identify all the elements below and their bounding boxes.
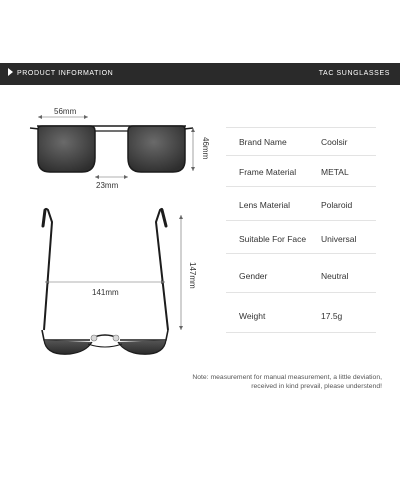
temple-length-label: 147mm: [188, 262, 197, 289]
note-line-1: Note: measurement for manual measurement, a little deviation,: [192, 374, 382, 381]
spec-label-gender: Gender: [239, 271, 268, 281]
spec-value-face: Universal: [321, 234, 357, 244]
top-view-diagram: [0, 0, 230, 400]
note-line-2: received in kind prevail, please understend!: [251, 382, 382, 390]
left-temple-tip: [43, 210, 45, 226]
frame-left-hinge: [42, 330, 90, 340]
spec-divider: [226, 127, 376, 128]
spec-value-brand: Coolsir: [321, 137, 348, 147]
spec-label-brand: Brand Name: [239, 137, 287, 147]
spec-value-frame-material: METAL: [321, 167, 349, 177]
spec-divider: [226, 332, 376, 333]
spec-divider: [226, 186, 376, 187]
arrow-down-icon: [179, 326, 183, 330]
nose-pad-right: [113, 335, 119, 341]
spec-label-frame-material: Frame Material: [239, 167, 297, 177]
left-temple-arm: [44, 209, 52, 330]
lens-height-label: 46mm: [201, 137, 210, 160]
right-temple-tip: [162, 210, 166, 226]
spec-divider: [226, 253, 376, 254]
spec-value-gender: Neutral: [321, 271, 349, 281]
right-lens-top: [118, 340, 166, 354]
measurement-note: [142, 374, 382, 391]
frame-right-hinge: [120, 330, 168, 340]
spec-label-lens-material: Lens Material: [239, 200, 291, 210]
header-left-title: PRODUCT INFORMATION: [17, 70, 114, 77]
spec-label-weight: Weight: [239, 311, 266, 321]
left-lens-top: [44, 340, 92, 354]
nose-pad-left: [91, 335, 97, 341]
lens-width-label: 56mm: [54, 107, 77, 116]
spec-label-face: Suitable For Face: [239, 234, 307, 244]
frame-width-label: 141mm: [92, 288, 119, 297]
header-right-title: TAC SUNGLASSES: [318, 70, 390, 77]
spec-divider: [226, 292, 376, 293]
frame-bridge-bottom: [88, 344, 122, 347]
arrow-up-icon: [179, 215, 183, 219]
spec-value-weight: 17.5g: [321, 311, 343, 321]
spec-value-lens-material: Polaroid: [321, 200, 353, 210]
bridge-width-label: 23mm: [96, 181, 119, 190]
spec-divider: [226, 220, 376, 221]
spec-divider: [226, 155, 376, 156]
